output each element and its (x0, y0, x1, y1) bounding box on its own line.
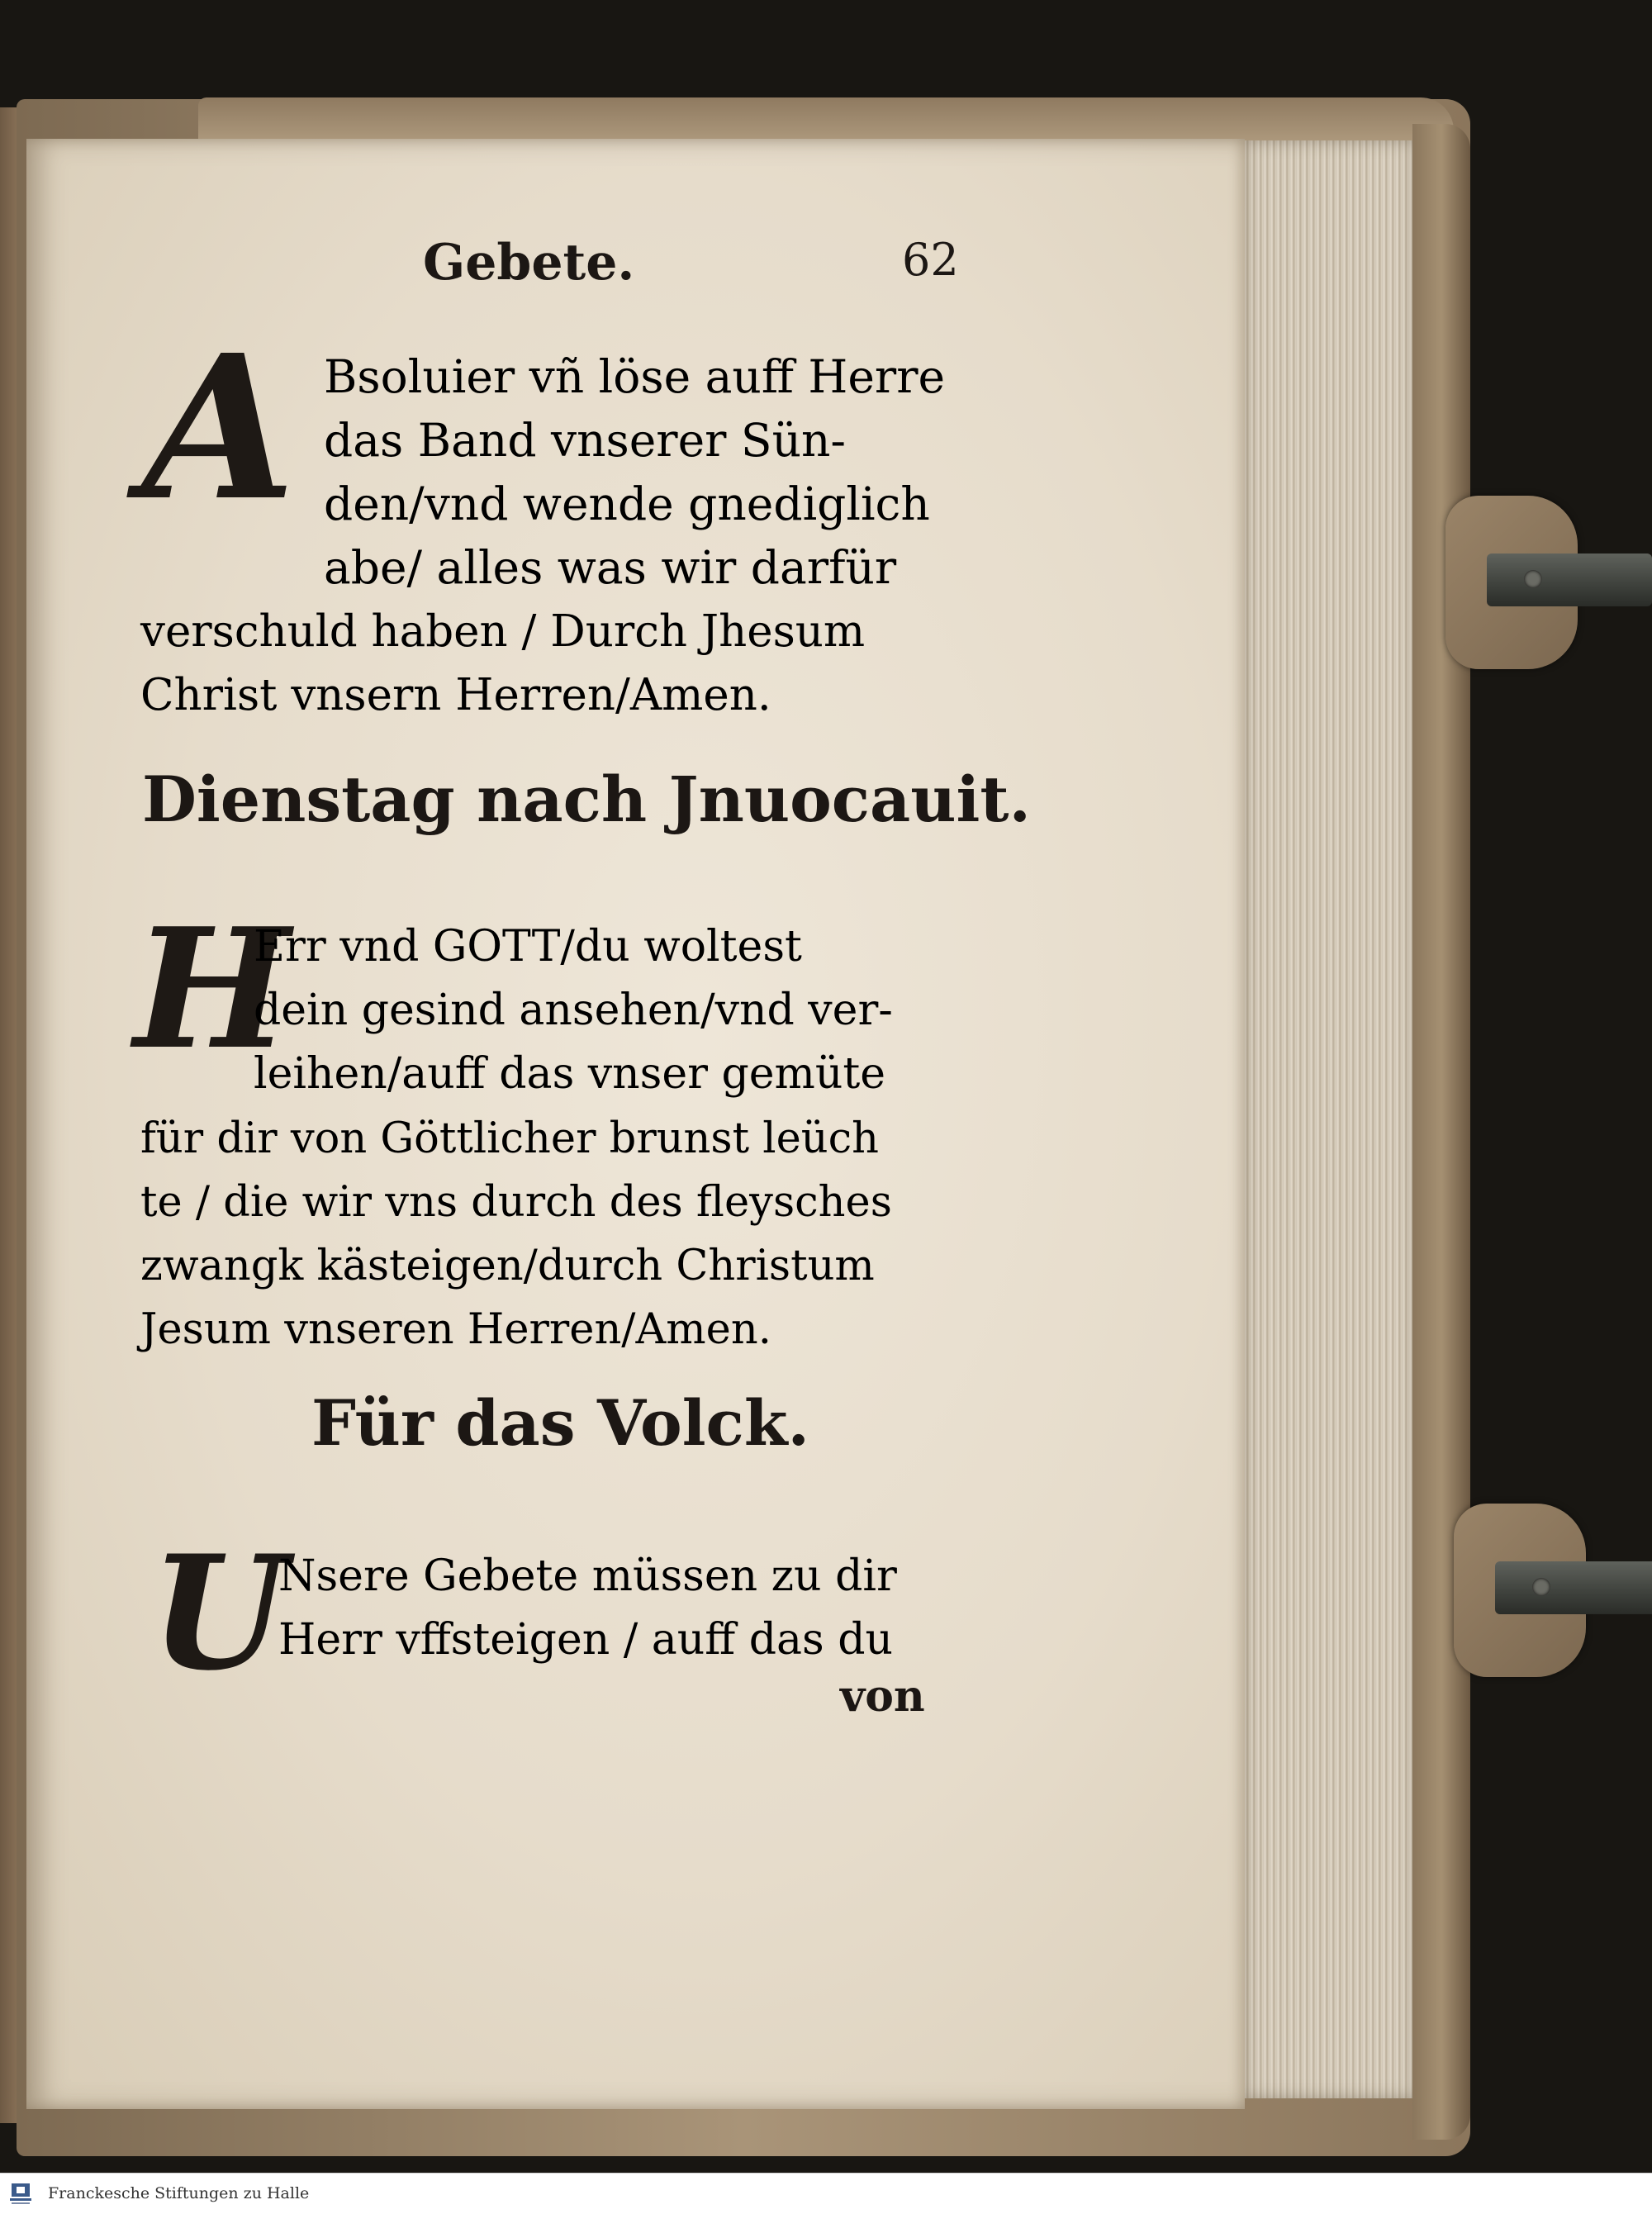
text-line: zwangk kästeigen/durch Christum (140, 1242, 875, 1290)
lower-clasp (1454, 1504, 1586, 1677)
paragraph-continued (140, 600, 865, 727)
text-line: Err vnd GOTT/du woltest (254, 922, 802, 972)
text-line: Christ vnsern Herren/Amen. (140, 670, 771, 720)
text-line: Jesum vnseren Herren/Amen. (140, 1305, 771, 1354)
text-line: te / die wir vns durch des fleysches (140, 1178, 892, 1227)
upper-clasp (1446, 496, 1578, 669)
footer-label: Franckesche Stiftungen zu Halle (48, 2184, 310, 2202)
text-line: Nsere Gebete müssen zu dir (278, 1551, 897, 1601)
text-line: den/vnd wende gnediglich (324, 477, 930, 530)
clasp-bar (1487, 554, 1652, 606)
catchword: von (840, 1671, 925, 1722)
text-line: leihen/auff das vnser gemüte (254, 1049, 886, 1099)
paragraph-continued (140, 1107, 892, 1361)
right-binding (1412, 124, 1470, 2140)
text-line: dein gesind ansehen/vnd ver- (254, 986, 893, 1035)
running-title: Gebete. (423, 234, 635, 292)
clasp-rivet (1524, 570, 1542, 588)
paragraph (324, 345, 945, 600)
section-heading: Dienstag nach Jnuocauit. (142, 763, 1031, 836)
clasp-rivet (1532, 1578, 1550, 1596)
decorated-initial: U (150, 1521, 287, 1705)
text-line: Herr vffsteigen / auff das du (278, 1615, 894, 1665)
decorated-initial: A (142, 311, 297, 544)
page-block-edges (1243, 140, 1417, 2098)
paragraph (278, 1545, 897, 1672)
text-line: für dir von Göttlicher brunst leüch (140, 1114, 880, 1163)
decorated-initial: H (134, 892, 290, 1086)
book-page (26, 139, 1245, 2109)
foundation-logo-icon (7, 2180, 35, 2208)
text-line: das Band vnserer Sün- (324, 414, 847, 467)
clasp-bar (1495, 1561, 1652, 1614)
running-head (423, 234, 1001, 300)
paragraph (254, 915, 893, 1106)
page-number: 62 (902, 234, 959, 286)
text-line: abe/ alles was wir darfür (324, 541, 897, 594)
text-line: verschuld haben / Durch Jhesum (140, 606, 866, 657)
footer-bar (0, 2173, 1652, 2214)
section-heading: Für das Volck. (311, 1386, 809, 1460)
text-line: Bsoluier vñ löse auff Herre (324, 350, 946, 403)
